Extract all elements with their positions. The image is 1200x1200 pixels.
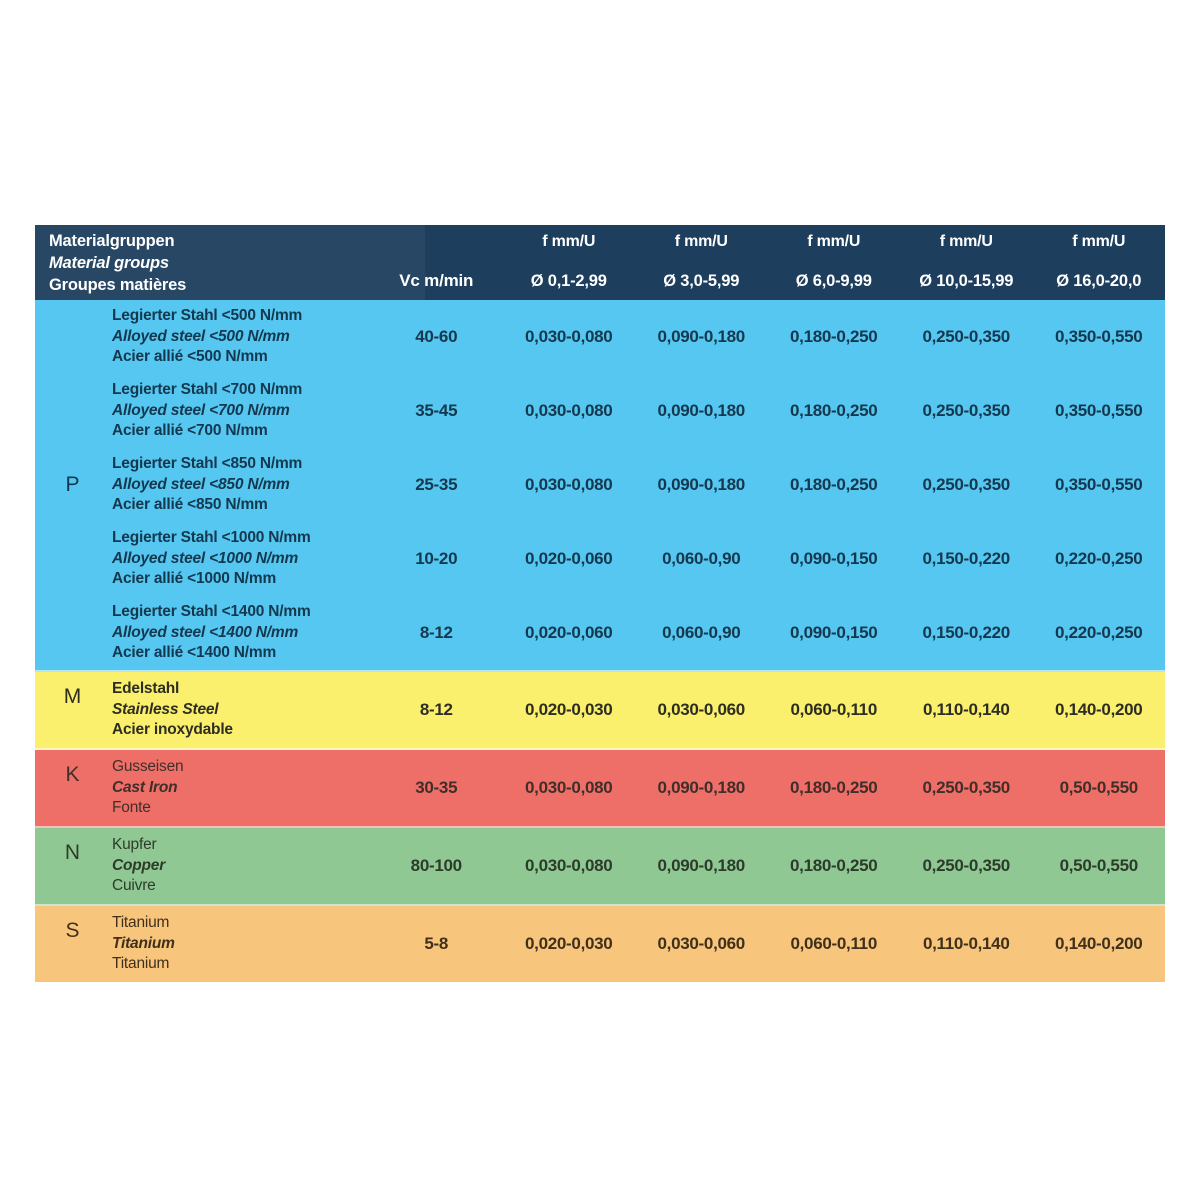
- vc-label: Vc m/min: [399, 271, 474, 290]
- material-label-line: Copper: [112, 856, 166, 874]
- vc-value: 25-35: [415, 475, 458, 494]
- diameter-range-5: Ø 16,0-20,0: [1056, 272, 1142, 290]
- table-row: [110, 750, 1165, 826]
- material-label-line: Alloyed steel <1000 N/mm: [112, 549, 299, 567]
- feed-value: 0,090-0,180: [657, 475, 745, 494]
- material-label-line: Legierter Stahl <1400 N/mm: [112, 603, 311, 621]
- material-label-line: Titanium: [112, 914, 170, 932]
- feed-value: 0,50-0,550: [1059, 778, 1138, 797]
- feed-column-header-3: [768, 225, 901, 300]
- table-row: [110, 448, 1165, 522]
- material-group-n: [35, 828, 1165, 906]
- material-label-line: Cast Iron: [112, 778, 178, 796]
- feed-value: 0,030-0,060: [657, 700, 745, 719]
- feed-value: 0,180-0,250: [790, 401, 878, 420]
- feed-value: 0,090-0,180: [657, 856, 745, 875]
- table-row: [110, 596, 1165, 670]
- feed-value: 0,50-0,550: [1059, 856, 1138, 875]
- f-label: f mm/U: [1072, 233, 1126, 250]
- feed-value: 0,030-0,080: [525, 778, 613, 797]
- group-rows: [110, 750, 1165, 826]
- feed-value: 0,090-0,180: [657, 778, 745, 797]
- material-groups-header: [35, 225, 370, 300]
- feed-value: 0,150-0,220: [922, 623, 1010, 642]
- feed-value: 0,180-0,250: [790, 778, 878, 797]
- feed-value: 0,150-0,220: [922, 549, 1010, 568]
- feed-value: 0,350-0,550: [1055, 475, 1143, 494]
- feed-value: 0,110-0,140: [922, 700, 1010, 719]
- material-label: [110, 602, 370, 664]
- table-row: [110, 374, 1165, 448]
- feed-value: 0,220-0,250: [1055, 623, 1143, 642]
- material-label-line: Acier allié <700 N/mm: [112, 422, 268, 440]
- header-line-de: Materialgruppen: [49, 231, 175, 250]
- feed-value: 0,250-0,350: [922, 475, 1010, 494]
- feed-value: 0,030-0,080: [525, 475, 613, 494]
- group-letter-k: K: [65, 763, 80, 786]
- material-label-line: Gusseisen: [112, 758, 184, 776]
- vc-value: 30-35: [415, 778, 458, 797]
- f-label: f mm/U: [674, 233, 728, 250]
- table-header: [35, 225, 1165, 300]
- feed-value: 0,030-0,060: [657, 934, 745, 953]
- diameter-range-2: Ø 3,0-5,99: [663, 272, 740, 290]
- header-line-en: Material groups: [49, 253, 169, 272]
- feed-value: 0,090-0,180: [657, 327, 745, 346]
- vc-column-header: [370, 225, 503, 300]
- f-label: f mm/U: [807, 233, 861, 250]
- feed-value: 0,030-0,080: [525, 327, 613, 346]
- feed-value: 0,350-0,550: [1055, 327, 1143, 346]
- material-label: [110, 528, 370, 590]
- group-letter-n: N: [64, 841, 81, 864]
- group-letter-p: P: [65, 473, 80, 496]
- material-label-line: Fonte: [112, 799, 151, 817]
- material-group-m: [35, 672, 1165, 750]
- header-line-fr: Groupes matières: [49, 275, 187, 294]
- material-label-line: Cuivre: [112, 877, 156, 895]
- material-label: [110, 380, 370, 442]
- feed-value: 0,350-0,550: [1055, 401, 1143, 420]
- material-label: [110, 913, 370, 975]
- material-label-line: Titanium: [112, 955, 170, 973]
- feed-column-header-4: [900, 225, 1033, 300]
- feed-value: 0,030-0,080: [525, 401, 613, 420]
- feed-column-header-5: [1033, 225, 1166, 300]
- feed-value: 0,250-0,350: [922, 327, 1010, 346]
- material-label-line: Kupfer: [112, 836, 157, 854]
- diameter-range-4: Ø 10,0-15,99: [919, 272, 1014, 290]
- material-group-p: [35, 300, 1165, 672]
- feed-value: 0,090-0,180: [657, 401, 745, 420]
- feed-column-header-2: [635, 225, 768, 300]
- feed-value: 0,020-0,060: [525, 623, 613, 642]
- feed-value: 0,060-0,110: [790, 700, 877, 719]
- table-row: [110, 672, 1165, 748]
- table-row: [110, 828, 1165, 904]
- material-label-line: Legierter Stahl <500 N/mm: [112, 307, 303, 325]
- group-rows: [110, 906, 1165, 982]
- feed-value: 0,090-0,150: [790, 549, 878, 568]
- material-group-k: [35, 750, 1165, 828]
- table-body: [35, 300, 1165, 982]
- feed-value: 0,250-0,350: [922, 401, 1010, 420]
- material-label: [110, 306, 370, 368]
- material-label-line: Legierter Stahl <850 N/mm: [112, 455, 303, 473]
- feed-value: 0,030-0,080: [525, 856, 613, 875]
- feed-value: 0,250-0,350: [922, 856, 1010, 875]
- material-label: [110, 679, 370, 741]
- table-row: [110, 522, 1165, 596]
- material-label: [110, 757, 370, 819]
- material-label: [110, 835, 370, 897]
- material-label-line: Acier allié <500 N/mm: [112, 348, 268, 366]
- feed-column-header-1: [503, 225, 636, 300]
- vc-value: 5-8: [424, 934, 449, 953]
- diameter-range-1: Ø 0,1-2,99: [530, 272, 607, 290]
- group-rows: [110, 828, 1165, 904]
- vc-value: 35-45: [415, 401, 458, 420]
- feed-value: 0,140-0,200: [1055, 700, 1143, 719]
- material-label-line: Alloyed steel <500 N/mm: [112, 327, 290, 345]
- material-label-line: Acier allié <850 N/mm: [112, 496, 268, 514]
- feed-value: 0,140-0,200: [1055, 934, 1143, 953]
- table-row: [110, 300, 1165, 374]
- feed-value: 0,060-0,90: [662, 549, 741, 568]
- material-label-line: Titanium: [112, 934, 175, 952]
- f-label: f mm/U: [542, 233, 596, 250]
- feed-value: 0,060-0,110: [790, 934, 877, 953]
- material-label-line: Legierter Stahl <700 N/mm: [112, 381, 303, 399]
- table-row: [110, 906, 1165, 982]
- material-label-line: Acier allié <1000 N/mm: [112, 570, 277, 588]
- material-label: [110, 454, 370, 516]
- cutting-data-table: [35, 225, 1165, 982]
- material-label-line: Alloyed steel <1400 N/mm: [112, 623, 299, 641]
- group-rows: [110, 672, 1165, 748]
- material-label-line: Acier inoxydable: [112, 721, 233, 739]
- material-group-s: [35, 906, 1165, 982]
- vc-value: 8-12: [419, 623, 453, 642]
- vc-value: 8-12: [419, 700, 453, 719]
- vc-value: 10-20: [415, 549, 458, 568]
- f-label: f mm/U: [939, 233, 993, 250]
- group-rows: [110, 300, 1165, 670]
- diameter-range-3: Ø 6,0-9,99: [795, 272, 872, 290]
- feed-value: 0,180-0,250: [790, 327, 878, 346]
- feed-value: 0,020-0,030: [525, 934, 613, 953]
- group-letter-m: M: [63, 685, 82, 708]
- feed-value: 0,090-0,150: [790, 623, 878, 642]
- feed-value: 0,180-0,250: [790, 475, 878, 494]
- feed-value: 0,220-0,250: [1055, 549, 1143, 568]
- feed-value: 0,250-0,350: [922, 778, 1010, 797]
- material-label-line: Acier allié <1400 N/mm: [112, 644, 277, 662]
- vc-value: 80-100: [410, 856, 462, 875]
- material-label-line: Legierter Stahl <1000 N/mm: [112, 529, 311, 547]
- material-label-line: Alloyed steel <700 N/mm: [112, 401, 290, 419]
- feed-value: 0,060-0,90: [662, 623, 741, 642]
- feed-value: 0,180-0,250: [790, 856, 878, 875]
- material-label-line: Edelstahl: [112, 680, 180, 698]
- material-label-line: Alloyed steel <850 N/mm: [112, 475, 290, 493]
- feed-value: 0,020-0,060: [525, 549, 613, 568]
- material-label-line: Stainless Steel: [112, 700, 219, 718]
- feed-value: 0,020-0,030: [525, 700, 613, 719]
- vc-value: 40-60: [415, 327, 458, 346]
- group-letter-s: S: [65, 919, 80, 942]
- feed-value: 0,110-0,140: [922, 934, 1010, 953]
